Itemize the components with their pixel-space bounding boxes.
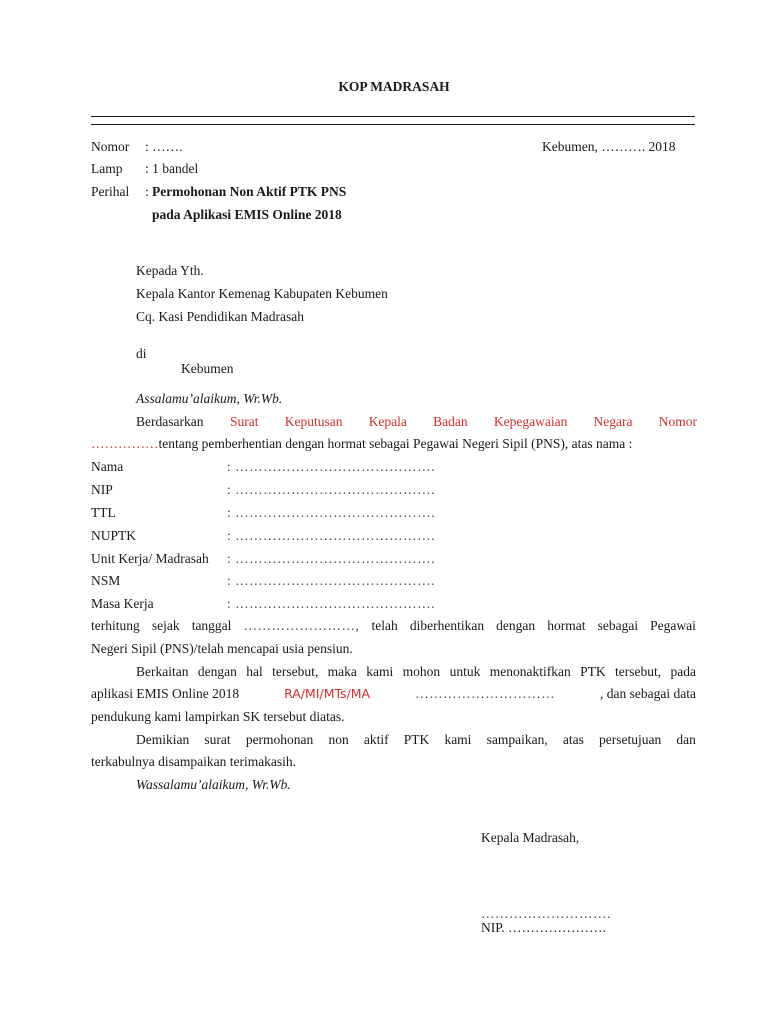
field-label-nama: Nama bbox=[91, 459, 124, 474]
closing-greeting: Wassalamu’alaikum, Wr.Wb. bbox=[136, 777, 291, 792]
field-value-ttl: : ……………………………………. bbox=[227, 505, 436, 520]
field-label-ttl: TTL bbox=[91, 505, 116, 520]
p3-line-1: Berkaitan dengan hal tersebut, maka kami mohon untuk menonaktifkan PTK tersebut, pada bbox=[136, 664, 696, 679]
place-date: Kebumen, ………. 2018 bbox=[542, 139, 676, 154]
p2-word: sejak bbox=[151, 618, 180, 633]
p4-word: non bbox=[328, 732, 349, 747]
nomor-value: : ……. bbox=[145, 139, 183, 154]
perihal-line-2: pada Aplikasi EMIS Online 2018 bbox=[152, 207, 342, 222]
lamp-label: Lamp bbox=[91, 161, 123, 176]
perihal-label: Perihal bbox=[91, 184, 130, 199]
p1-word: Keputusan bbox=[284, 414, 343, 429]
p1-word: Negara bbox=[593, 414, 633, 429]
p2-word: ……………………, bbox=[243, 618, 360, 633]
p3-line-2-end: , dan sebagai data bbox=[600, 686, 696, 701]
p3-dots: ………………………… bbox=[415, 686, 556, 701]
field-label-nsm: NSM bbox=[91, 573, 121, 588]
p2-word: dengan bbox=[496, 618, 536, 633]
header-divider-bottom bbox=[91, 124, 695, 125]
recipient-line-2: Kepala Kantor Kemenag Kabupaten Kebumen bbox=[136, 286, 388, 301]
signature-nip: NIP. …………………. bbox=[481, 920, 606, 935]
field-value-nsm: : ……………………………………. bbox=[227, 573, 436, 588]
signature-title: Kepala Madrasah, bbox=[481, 830, 580, 845]
letterhead-title: KOP MADRASAH bbox=[338, 79, 450, 94]
p1-word: Badan bbox=[433, 414, 468, 429]
p4-word: dan bbox=[676, 732, 696, 747]
p1-word: Surat bbox=[230, 414, 259, 429]
p2-word: sebagai bbox=[597, 618, 639, 633]
nomor-label: Nomor bbox=[91, 139, 130, 154]
p4-word: sampaikan, bbox=[486, 732, 548, 747]
p4-word: PTK bbox=[403, 732, 430, 747]
recipient-city: Kebumen bbox=[181, 361, 234, 376]
p1-line-2 bbox=[91, 436, 632, 452]
p2-line-1 bbox=[91, 618, 696, 634]
p2-word: telah bbox=[371, 618, 398, 633]
recipient-di: di bbox=[136, 346, 147, 361]
p4-word: persetujuan bbox=[599, 732, 662, 747]
p1-red-words bbox=[230, 414, 697, 430]
p1-word: Kepala bbox=[368, 414, 407, 429]
p3-line-2-start: aplikasi EMIS Online 2018 bbox=[91, 686, 240, 701]
lamp-value: : 1 bandel bbox=[145, 161, 199, 176]
p3-madrasah-type: RA/MI/MTs/MA bbox=[284, 686, 371, 701]
p1-word: Nomor bbox=[658, 414, 697, 429]
field-value-nuptk: : ……………………………………. bbox=[227, 528, 436, 543]
signature-name-dots: ………………………. bbox=[481, 906, 611, 921]
p4-word: surat bbox=[204, 732, 231, 747]
p1-rest: tentang pemberhentian dengan hormat sebagai Pegawai Negeri Sipil (PNS), atas nama : bbox=[158, 436, 633, 451]
p3-line-2 bbox=[91, 686, 696, 702]
p2-word: diberhentikan bbox=[409, 618, 485, 633]
greeting: Assalamu’alaikum, Wr.Wb. bbox=[136, 391, 283, 406]
perihal-colon: : bbox=[145, 184, 149, 199]
p4-word: permohonan bbox=[245, 732, 314, 747]
p3-line-3: pendukung kami lampirkan SK tersebut diatas. bbox=[91, 709, 345, 724]
p2-word: tanggal bbox=[191, 618, 232, 633]
perihal-line-1: Permohonan Non Aktif PTK PNS bbox=[152, 184, 347, 199]
p4-word: kami bbox=[444, 732, 472, 747]
field-value-nama: : ……………………………………. bbox=[227, 459, 436, 474]
p1-start: Berdasarkan bbox=[136, 414, 204, 429]
field-label-nuptk: NUPTK bbox=[91, 528, 137, 543]
p1-dots: …………… bbox=[91, 436, 159, 451]
p1-word: Kepegawaian bbox=[493, 414, 568, 429]
field-label-masa-kerja: Masa Kerja bbox=[91, 596, 154, 611]
p4-word: Demikian bbox=[136, 732, 190, 747]
field-label-nip: NIP bbox=[91, 482, 113, 497]
p4-word: aktif bbox=[363, 732, 389, 747]
field-value-masa-kerja: : ……………………………………. bbox=[227, 596, 436, 611]
header-divider-top bbox=[91, 116, 695, 117]
p2-word: hormat bbox=[547, 618, 586, 633]
p4-line-1 bbox=[136, 732, 696, 748]
p2-word: Pegawai bbox=[650, 618, 696, 633]
recipient-line-3: Cq. Kasi Pendidikan Madrasah bbox=[136, 309, 304, 324]
p2-line-2: Negeri Sipil (PNS)/telah mencapai usia pensiun. bbox=[91, 641, 353, 656]
recipient-line-1: Kepada Yth. bbox=[136, 263, 204, 278]
field-value-unit-kerja: : ……………………………………. bbox=[227, 551, 436, 566]
p4-line-2: terkabulnya disampaikan terimakasih. bbox=[91, 754, 297, 769]
p2-word: terhitung bbox=[91, 618, 140, 633]
p4-word: atas bbox=[562, 732, 584, 747]
field-value-nip: : ……………………………………. bbox=[227, 482, 436, 497]
field-label-unit-kerja: Unit Kerja/ Madrasah bbox=[91, 551, 209, 566]
